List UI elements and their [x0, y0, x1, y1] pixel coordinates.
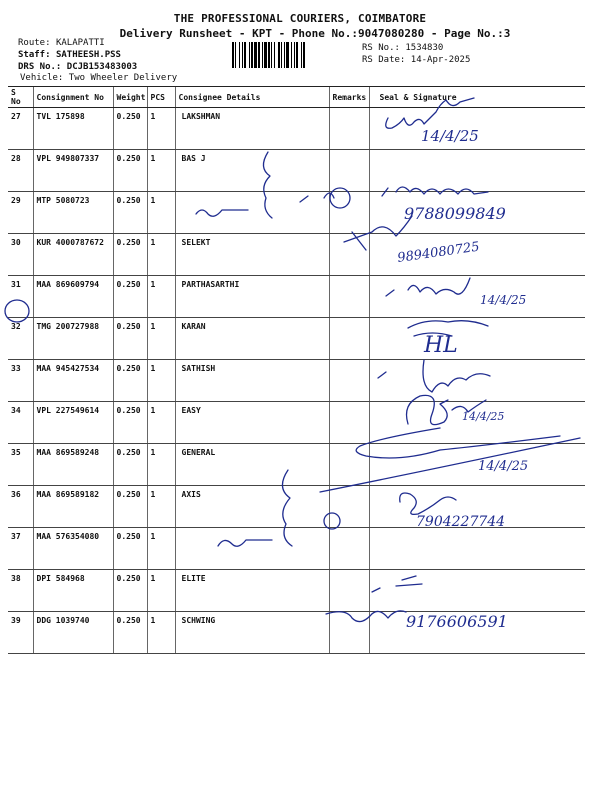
cell-signature — [369, 192, 585, 234]
cell-consignee: GENERAL — [175, 444, 329, 486]
cell-signature — [369, 360, 585, 402]
cell-pcs: 1 — [147, 486, 175, 528]
rs-no-value: 1534830 — [405, 43, 444, 53]
cell-consignment: DDG 1039740 — [33, 612, 113, 654]
row-35-date: 14/4/25 — [462, 410, 505, 423]
cell-consignment: MAA 945427534 — [33, 360, 113, 402]
cell-pcs: 1 — [147, 612, 175, 654]
cell-weight: 0.250 — [113, 402, 147, 444]
cell-remarks — [329, 276, 369, 318]
table-row — [8, 612, 585, 654]
cell-consignee: LAKSHMAN — [175, 108, 329, 150]
table-row — [8, 276, 585, 318]
cell-consignee: AXIS — [175, 486, 329, 528]
cell-remarks — [329, 570, 369, 612]
cell-weight: 0.250 — [113, 444, 147, 486]
cell-consignee: BAS J — [175, 150, 329, 192]
cell-weight: 0.250 — [113, 360, 147, 402]
cell-sno: 38 — [8, 570, 33, 612]
cell-remarks — [329, 318, 369, 360]
table-header-row — [8, 87, 585, 108]
table-row — [8, 234, 585, 276]
cell-consignment: VPL 949807337 — [33, 150, 113, 192]
staff-value: SATHEESH.PSS — [55, 50, 121, 60]
cell-pcs: 1 — [147, 234, 175, 276]
rs-date-label: RS Date: — [362, 55, 406, 65]
col-pcs: PCS — [147, 87, 175, 108]
table-row — [8, 528, 585, 570]
cell-consignment: MAA 869589248 — [33, 444, 113, 486]
table-row — [8, 486, 585, 528]
row-31-date: 14/4/25 — [480, 293, 527, 307]
cell-consignee: SELEKT — [175, 234, 329, 276]
cell-remarks — [329, 234, 369, 276]
cell-sno: 36 — [8, 486, 33, 528]
cell-pcs: 1 — [147, 402, 175, 444]
cell-weight: 0.250 — [113, 528, 147, 570]
cell-remarks — [329, 444, 369, 486]
cell-pcs: 1 — [147, 528, 175, 570]
route-label: Route: — [18, 38, 51, 48]
cell-signature — [369, 276, 585, 318]
cell-pcs: 1 — [147, 108, 175, 150]
table-row — [8, 192, 585, 234]
cell-consignment: KUR 4000787672 — [33, 234, 113, 276]
cell-weight: 0.250 — [113, 612, 147, 654]
cell-weight: 0.250 — [113, 234, 147, 276]
rs-no-label: RS No.: — [362, 43, 400, 53]
cell-signature — [369, 612, 585, 654]
cell-signature — [369, 402, 585, 444]
cell-sno: 37 — [8, 528, 33, 570]
table-row — [8, 360, 585, 402]
table-row — [8, 402, 585, 444]
cell-pcs: 1 — [147, 570, 175, 612]
cell-pcs: 1 — [147, 444, 175, 486]
cell-weight: 0.250 — [113, 570, 147, 612]
company-name: THE PROFESSIONAL COURIERS, COIMBATORE — [173, 12, 427, 25]
col-remarks: Remarks — [329, 87, 369, 108]
table-row — [8, 570, 585, 612]
row-27-date: 14/4/25 — [421, 127, 479, 145]
cell-sno: 27 — [8, 108, 33, 150]
cell-remarks — [329, 150, 369, 192]
cell-signature — [369, 108, 585, 150]
cell-sno: 28 — [8, 150, 33, 192]
cell-remarks — [329, 612, 369, 654]
col-consignment: Consignment No — [33, 87, 113, 108]
cell-consignee: EASY — [175, 402, 329, 444]
cell-consignment: MAA 869589182 — [33, 486, 113, 528]
cell-weight: 0.250 — [113, 192, 147, 234]
cell-pcs: 1 — [147, 360, 175, 402]
cell-consignee: SCHWING — [175, 612, 329, 654]
runsheet-title: Delivery Runsheet - KPT - Phone No.:9047080280 - Page No.:3 — [119, 27, 511, 40]
col-sno: S No — [8, 87, 33, 108]
cell-sno: 32 — [8, 318, 33, 360]
table-row — [8, 318, 585, 360]
table-row — [8, 444, 585, 486]
cell-remarks — [329, 486, 369, 528]
cell-signature — [369, 528, 585, 570]
cell-weight: 0.250 — [113, 276, 147, 318]
cell-consignment: VPL 227549614 — [33, 402, 113, 444]
rs-date-line — [362, 55, 470, 66]
cell-signature — [369, 444, 585, 486]
cell-pcs: 1 — [147, 192, 175, 234]
cell-consignee — [175, 192, 329, 234]
cell-consignment: MTP 5080723 — [33, 192, 113, 234]
cell-weight: 0.250 — [113, 318, 147, 360]
route-value: KALAPATTI — [55, 38, 105, 48]
cell-signature — [369, 318, 585, 360]
drs-label: DRS No.: — [18, 62, 62, 72]
cell-sno: 29 — [8, 192, 33, 234]
cell-signature — [369, 570, 585, 612]
cell-consignment: TVL 175898 — [33, 108, 113, 150]
cell-pcs: 1 — [147, 150, 175, 192]
table-row — [8, 150, 585, 192]
rs-no-line — [362, 43, 443, 54]
cell-sno: 39 — [8, 612, 33, 654]
cell-consignee: ELITE — [175, 570, 329, 612]
cell-sno: 33 — [8, 360, 33, 402]
cell-consignee — [175, 528, 329, 570]
cell-pcs: 1 — [147, 276, 175, 318]
cell-consignment: TMG 200727988 — [33, 318, 113, 360]
cell-sno: 35 — [8, 444, 33, 486]
cell-signature — [369, 486, 585, 528]
cell-remarks — [329, 402, 369, 444]
cell-weight: 0.250 — [113, 486, 147, 528]
runsheet-table — [8, 86, 585, 654]
staff-line — [18, 50, 121, 61]
cell-consignment: DPI 584968 — [33, 570, 113, 612]
table-row — [8, 108, 585, 150]
col-signature: Seal & Signature — [369, 87, 585, 108]
cell-pcs: 1 — [147, 318, 175, 360]
row-32-mark: HL — [424, 333, 458, 358]
vehicle-label: Vehicle: — [20, 73, 64, 83]
drs-line — [18, 62, 137, 73]
cell-consignee: SATHISH — [175, 360, 329, 402]
cell-consignee: KARAN — [175, 318, 329, 360]
col-consignee: Consignee Details — [175, 87, 329, 108]
cell-sno: 30 — [8, 234, 33, 276]
cell-signature — [369, 234, 585, 276]
cell-consignee: PARTHASARTHI — [175, 276, 329, 318]
vehicle-line — [20, 73, 177, 84]
row-30-phone: 9894080725 — [396, 239, 481, 266]
staff-label: Staff: — [18, 50, 51, 60]
cell-weight: 0.250 — [113, 150, 147, 192]
route-line — [18, 38, 105, 49]
col-weight: Weight — [113, 87, 147, 108]
cell-remarks — [329, 108, 369, 150]
barcode — [232, 42, 356, 68]
row-37-phone: 7904227744 — [416, 514, 506, 530]
cell-remarks — [329, 528, 369, 570]
row-29-phone: 9788099849 — [404, 204, 506, 223]
cell-consignment: MAA 576354080 — [33, 528, 113, 570]
cell-sno: 34 — [8, 402, 33, 444]
vehicle-value: Two Wheeler Delivery — [68, 73, 178, 83]
cell-consignment: MAA 869609794 — [33, 276, 113, 318]
cell-sno: 31 — [8, 276, 33, 318]
cell-remarks — [329, 360, 369, 402]
row-36-date: 14/4/25 — [478, 459, 529, 474]
drs-value: DCJB153483003 — [66, 62, 138, 72]
cell-signature — [369, 150, 585, 192]
cell-weight: 0.250 — [113, 108, 147, 150]
cell-remarks — [329, 192, 369, 234]
rs-date-value: 14-Apr-2025 — [410, 55, 471, 65]
row-39-phone: 9176606591 — [406, 612, 508, 631]
